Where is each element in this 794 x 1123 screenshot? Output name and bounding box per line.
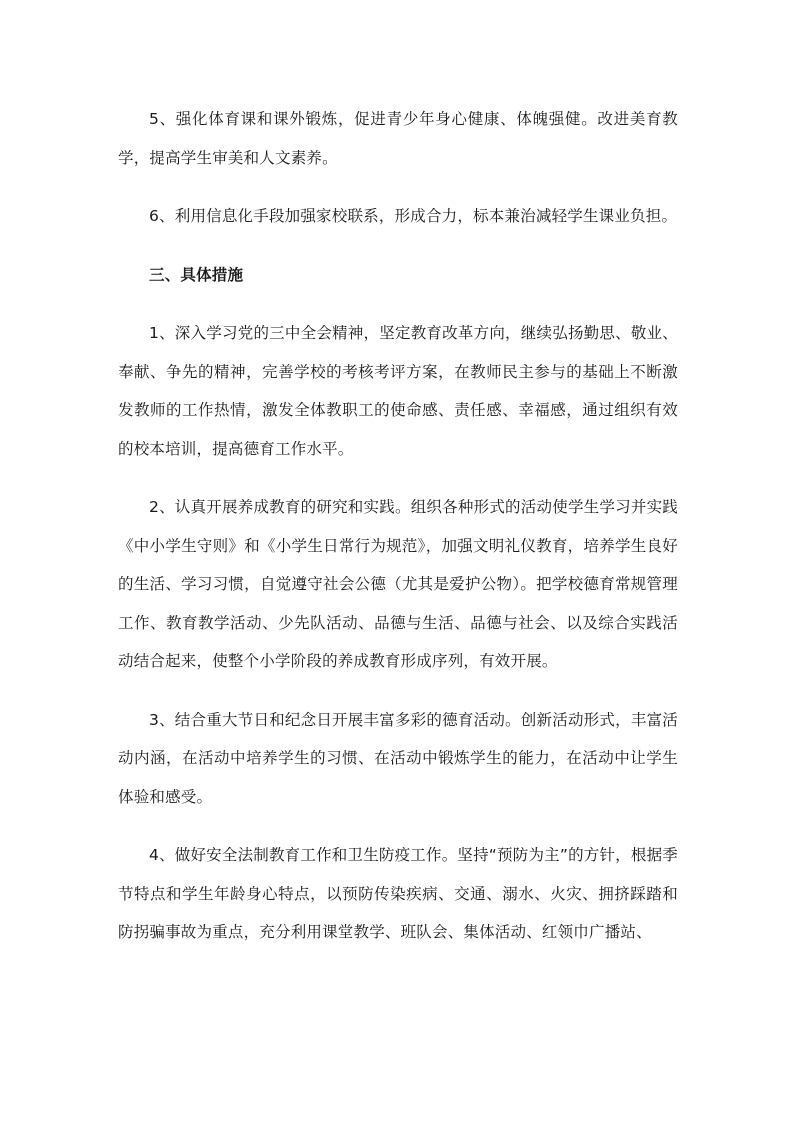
paragraph-goal-5: 5、强化体育课和课外锻炼，促进青少年身心健康、体魄强健。改进美育教学，提高学生审美和人文素养。 xyxy=(118,110,678,167)
paragraph-spacer xyxy=(118,236,678,256)
paragraph-measure-1: 1、深入学习党的三中全会精神，坚定教育改革方向，继续弘扬勤思、敬业、奉献、争先的精神，完善学校的考核考评方案，在教师民主参与的基础上不断激发教师的工作热情，激发全体教职工的使命感、责任感、幸福感，通过组织有效的校本培训，提高德育工作水平。 xyxy=(118,324,678,458)
paragraph-measure-4: 4、做好安全法制教育工作和卫生防疫工作。坚持“预防为主”的方针，根据季节特点和学生年龄身心特点，以预防传染疾病、交通、溺水、火灾、拥挤踩踏和防拐骗事故为重点，充分利用课堂教学、班队会、集体活动、红领巾广播站、 xyxy=(118,846,678,941)
paragraph-measure-2: 2、认真开展养成教育的研究和实践。组织各种形式的活动使学生学习并实践《中小学生守则》和《小学生日常行为规范》，加强文明礼仪教育，培养学生良好的生活、学习习惯，自觉遵守社会公德（尤其是爱护公物）。把学校德育常规管理工作、教育教学活动、少先队活动、品德与生活、品德与社会、以及综合实践活动结合起来，使整个小学阶段的养成教育形成序列，有效开展。 xyxy=(118,498,678,670)
paragraph-goal-6: 6、利用信息化手段加强家校联系，形成合力，标本兼治减轻学生课业负担。 xyxy=(149,207,678,225)
paragraph-measure-3: 3、结合重大节日和纪念日开展丰富多彩的德育活动。创新活动形式，丰富活动内涵，在活动中培养学生的习惯、在活动中锻炼学生的能力，在活动中让学生体验和感受。 xyxy=(118,710,678,806)
paragraph-spacer xyxy=(118,468,678,488)
paragraph-spacer xyxy=(118,294,678,314)
paragraph-spacer xyxy=(118,177,678,197)
paragraph-spacer xyxy=(118,681,678,701)
document-body xyxy=(118,100,678,952)
section-heading: 三、具体措施 xyxy=(149,265,244,284)
paragraph-spacer xyxy=(118,816,678,836)
